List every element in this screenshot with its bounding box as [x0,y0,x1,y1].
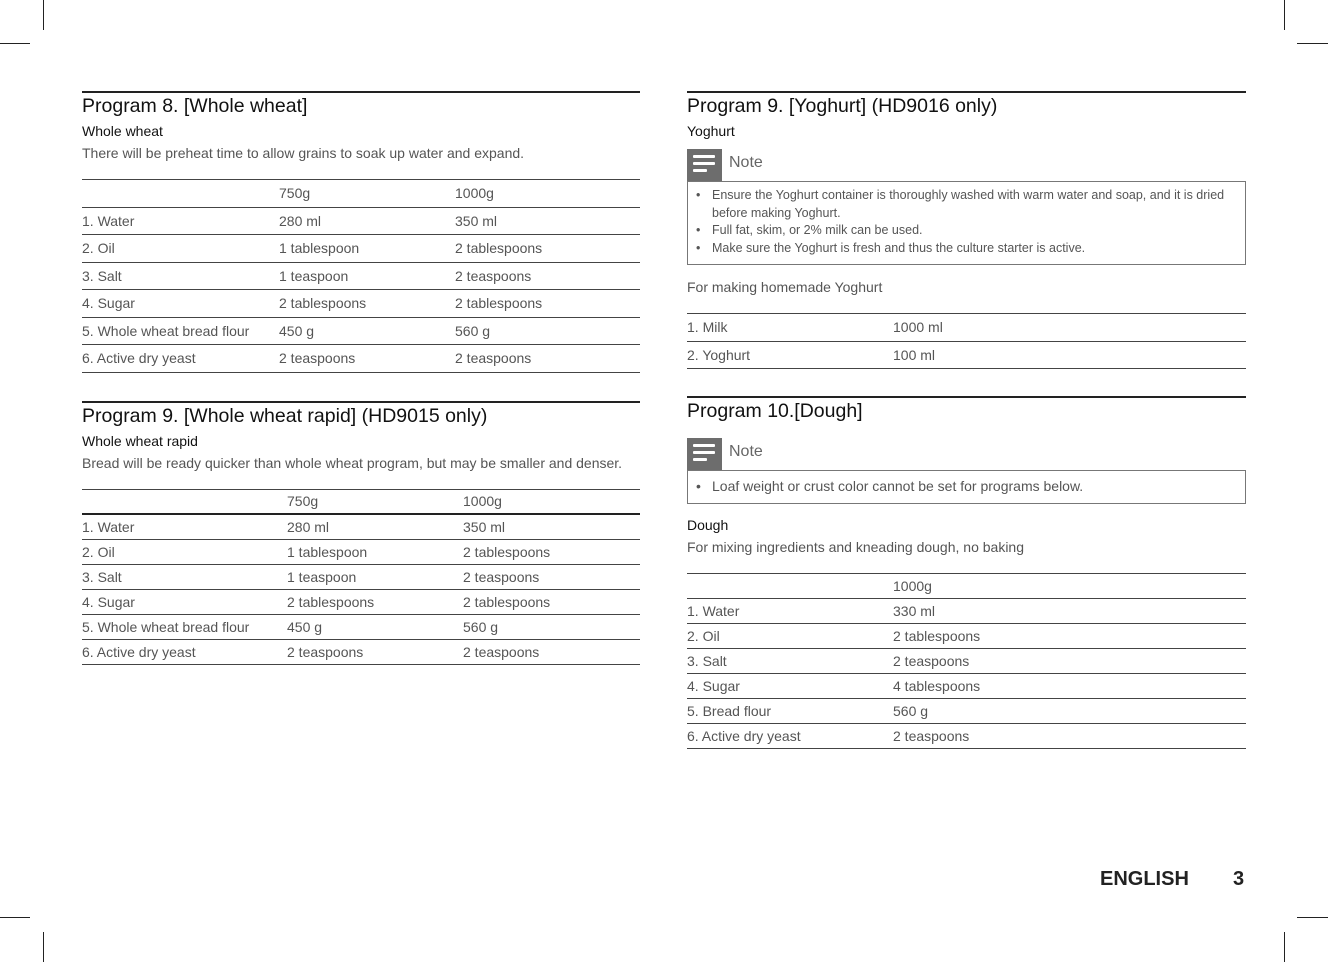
right-column [687,91,1246,749]
table-cell: 4 tablespoons [893,678,981,694]
table-cell: 6. Active dry yeast [82,350,196,367]
table-cell: 4. Sugar [687,678,740,694]
table-cell: 560 g [455,322,491,339]
table-cell: 2 tablespoons [279,295,367,312]
table-header-row [687,574,1246,599]
table-cell: 280 ml [279,212,322,229]
table-cell: 2 teaspoons [893,728,970,744]
table-cell: 1 teaspoon [287,568,357,585]
table-row [687,724,1246,749]
note-icon [687,438,722,470]
table-cell: 1. Water [687,603,740,619]
table-header-cell: 750g [279,185,311,202]
table-cell: 1. Water [82,518,135,535]
table-row [687,699,1246,724]
program-10-section [687,396,1246,749]
table-cell: 450 g [279,322,315,339]
program-8-intro: There will be preheat time to allow grains to soak up water and expand. [82,145,525,161]
table-cell: 1 tablespoon [287,543,368,560]
crop-mark [43,932,44,962]
table-cell: 1. Milk [687,319,728,336]
table-row [82,345,640,373]
table-header-cell [82,180,279,208]
crop-mark [0,917,30,918]
table-cell: 1000 ml [893,319,943,336]
program-8-section [82,91,640,373]
yoghurt-intro: For making homemade Yoghurt [687,279,883,295]
table-row [82,514,640,539]
program-8-subtitle: Whole wheat [82,123,163,139]
table-row [82,290,640,318]
note-box [687,470,1246,504]
table-header-cell [82,489,287,514]
note-header [687,438,1246,470]
table-header-row [82,180,640,208]
left-column [82,91,640,665]
table-header-cell: 750g [287,493,319,510]
table-cell: 2 tablespoons [463,543,551,560]
table-row [82,589,640,614]
table-cell: 350 ml [455,212,498,229]
crop-mark [1284,932,1285,962]
table-cell: 2. Oil [82,240,115,257]
table-cell: 1 teaspoon [279,267,349,284]
program-9-table [82,489,640,665]
crop-mark [43,0,44,30]
table-header-cell: 1000g [463,493,502,510]
table-cell: 2 tablespoons [893,628,981,644]
table-cell: 100 ml [893,346,936,363]
crop-mark [0,43,30,44]
table-cell: 2 teaspoons [893,653,970,669]
table-cell: 1 tablespoon [279,240,360,257]
program-9-title: Program 9. [Whole wheat rapid] (HD9015 only) [82,401,640,429]
table-cell: 2. Yoghurt [687,346,751,363]
table-header-cell: 1000g [455,185,494,202]
table-row [687,624,1246,649]
program-9-yoghurt-section [687,91,1246,369]
table-cell: 4. Sugar [82,593,135,610]
table-header-cell [687,574,893,599]
table-cell: 2 teaspoons [279,350,356,367]
note-icon [687,149,722,181]
crop-mark [1284,0,1285,30]
table-cell: 6. Active dry yeast [82,643,196,660]
table-cell: 3. Salt [82,568,122,585]
table-cell: 2 teaspoons [463,568,540,585]
table-row [687,649,1246,674]
table-cell: 6. Active dry yeast [687,728,801,744]
table-cell: 2 teaspoons [463,643,540,660]
note-label: Note [729,154,763,171]
table-cell: 2 tablespoons [455,240,543,257]
note-item: • Full fat, skim, or 2% milk can be used. [696,222,1235,240]
program-9-section [82,401,640,665]
table-header-row [82,489,640,514]
crop-mark [1297,43,1328,44]
table-row [82,317,640,345]
table-cell: 2. Oil [687,628,720,644]
table-cell: 5. Bread flour [687,703,772,719]
table-row [82,564,640,589]
table-row [687,314,1246,342]
note-item: • Make sure the Yoghurt is fresh and thus the culture starter is active. [696,240,1235,258]
table-row [687,674,1246,699]
table-cell: 280 ml [287,518,330,535]
table-header-cell: 1000g [893,578,932,594]
table-row [687,599,1246,624]
program-8-table [82,179,640,373]
program-8-title: Program 8. [Whole wheat] [82,91,640,119]
dough-subtitle: Dough [687,517,729,533]
table-row [82,262,640,290]
note-item: • Loaf weight or crust color cannot be set for programs below. [696,477,1235,496]
table-cell: 350 ml [463,518,506,535]
table-cell: 4. Sugar [82,295,135,312]
table-row [82,639,640,664]
table-cell: 2 tablespoons [463,593,551,610]
table-row [82,539,640,564]
dough-table [687,573,1246,749]
program-9-yoghurt-title: Program 9. [Yoghurt] (HD9016 only) [687,91,1246,119]
table-cell: 3. Salt [687,653,727,669]
note-header [687,149,1246,181]
table-row [687,341,1246,369]
table-cell: 3. Salt [82,267,122,284]
table-cell: 2 teaspoons [455,267,532,284]
table-cell: 560 g [893,703,929,719]
program-10-title: Program 10.[Dough] [687,396,1246,424]
table-cell: 5. Whole wheat bread flour [82,322,250,339]
program-9-intro: Bread will be ready quicker than whole wheat program, but may be smaller and denser. [82,454,623,471]
table-cell: 450 g [287,618,323,635]
table-cell: 330 ml [893,603,936,619]
table-cell: 2. Oil [82,543,115,560]
note-box [687,181,1246,265]
program-9-subtitle: Whole wheat rapid [82,432,198,449]
footer-language: ENGLISH [1100,868,1189,890]
note-item: • Ensure the Yoghurt container is thoroughly washed with warm water and soap, and it is dried before making Yoghurt. [696,187,1235,222]
table-cell: 560 g [463,618,499,635]
table-row [82,207,640,235]
page-number: 3 [1233,868,1245,890]
table-cell: 5. Whole wheat bread flour [82,618,250,635]
dough-intro: For mixing ingredients and kneading dough, no baking [687,539,1025,555]
note-label: Note [729,443,763,460]
table-cell: 2 tablespoons [287,593,375,610]
program-9-yoghurt-subtitle: Yoghurt [687,123,735,139]
table-cell: 2 teaspoons [287,643,364,660]
table-cell: 1. Water [82,212,135,229]
table-row [82,614,640,639]
table-row [82,235,640,263]
crop-mark [1297,917,1328,918]
table-cell: 2 teaspoons [455,350,532,367]
yoghurt-table [687,313,1246,369]
table-cell: 2 tablespoons [455,295,543,312]
